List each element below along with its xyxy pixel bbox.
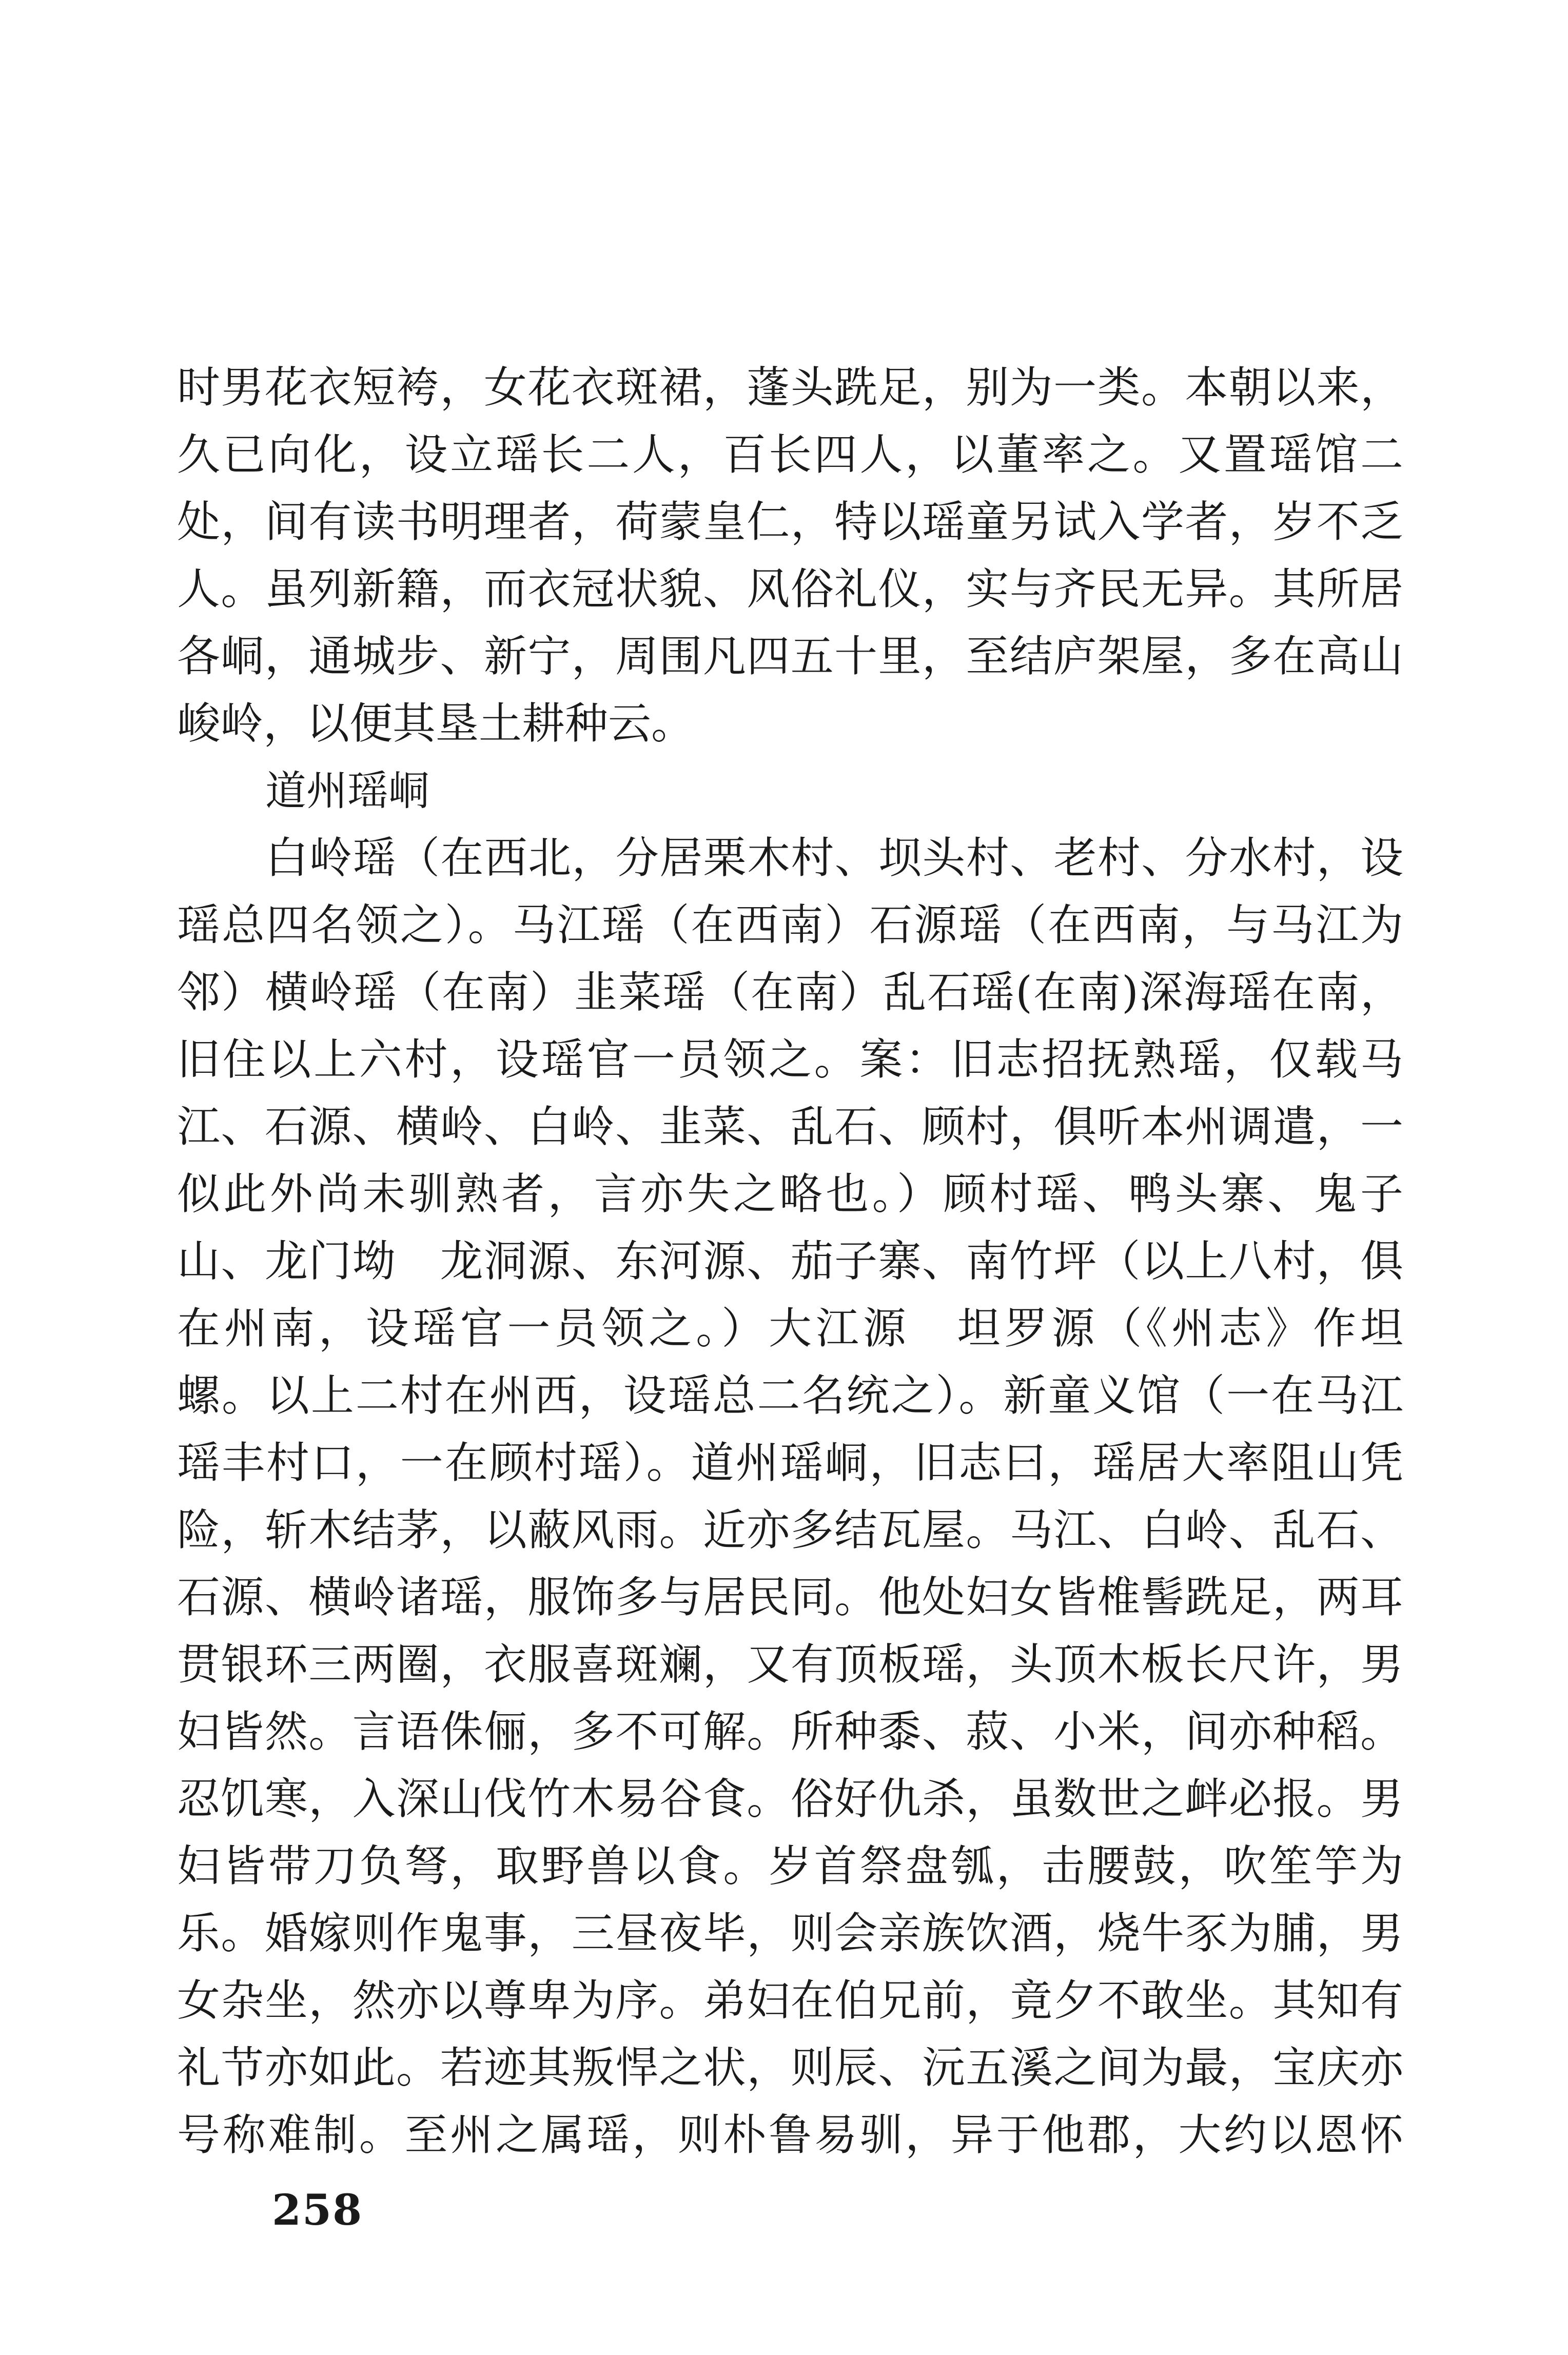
text-line: 时男花衣短袴，女花衣斑裙，蓬头跣足，别为一类。本朝以来， bbox=[177, 362, 1403, 413]
text-line: 妇皆然。言语侏俪，多不可解。所种黍、菽、小米，间亦种稻。 bbox=[177, 1706, 1403, 1757]
text-line: 邻）横岭瑶（在南）韭菜瑶（在南）乱石瑶(在南)深海瑶在南， bbox=[177, 967, 1403, 1017]
text-line: 乐。婚嫁则作鬼事，三昼夜毕，则会亲族饮酒，烧牛豕为脯，男 bbox=[177, 1908, 1403, 1958]
text-line: 处，间有读书明理者，荷蒙皇仁，特以瑶童另试入学者，岁不乏 bbox=[177, 497, 1403, 547]
text-line: 似此外尚未驯熟者，言亦失之略也。）顾村瑶、鸭头寨、鬼子 bbox=[177, 1169, 1403, 1219]
text-line: 险，斩木结茅，以蔽风雨。近亦多结瓦屋。马江、白岭、乱石、 bbox=[177, 1505, 1403, 1555]
body-text bbox=[177, 354, 1403, 2169]
text-line: 旧住以上六村，设瑶官一员领之。案：旧志招抚熟瑶，仅载马 bbox=[177, 1034, 1403, 1085]
page-number: 258 bbox=[272, 2186, 363, 2235]
text-line: 贯银环三两圈，衣服喜斑斓，又有顶板瑶，头顶木板长尺许，男 bbox=[177, 1639, 1403, 1690]
text-line: 人。虽列新籍，而衣冠状貌、风俗礼仪，实与齐民无异。其所居 bbox=[177, 564, 1403, 614]
section-heading: 道州瑶峒 bbox=[265, 767, 429, 815]
text-line: 礼节亦如此。若迹其叛悍之状，则辰、沅五溪之间为最，宝庆亦 bbox=[177, 2043, 1403, 2093]
text-line: 各峒，通城步、新宁，周围凡四五十里，至结庐架屋，多在高山 bbox=[177, 631, 1403, 681]
text-line: 久已向化，设立瑶长二人，百长四人，以董率之。又置瑶馆二 bbox=[177, 429, 1403, 480]
text-line: 在州南，设瑶官一员领之。）大江源 坦罗源（《州志》作坦 bbox=[177, 1303, 1403, 1353]
text-line: 山、龙门坳 龙洞源、东河源、茄子寨、南竹坪（以上八村，俱 bbox=[177, 1236, 1403, 1286]
text-line: 瑶总四名领之）。马江瑶（在西南）石源瑶（在西南，与马江为 bbox=[177, 900, 1403, 950]
text-line: 白岭瑶（在西北，分居栗木村、坝头村、老村、分水村，设 bbox=[265, 833, 1403, 883]
text-line: 女杂坐，然亦以尊卑为序。弟妇在伯兄前，竟夕不敢坐。其知有 bbox=[177, 1975, 1403, 2026]
text-line: 江、石源、横岭、白岭、韭菜、乱石、顾村，俱听本州调遣，一 bbox=[177, 1102, 1403, 1152]
text-line: 号称难制。至州之属瑶，则朴鲁易驯，异于他郡，大约以恩怀 bbox=[177, 2110, 1403, 2160]
text-line: 螺。以上二村在州西，设瑶总二名统之）。新童义馆（一在马江 bbox=[177, 1370, 1403, 1421]
text-line: 妇皆带刀负弩，取野兽以食。岁首祭盘瓠，击腰鼓，吹笙竽为 bbox=[177, 1841, 1403, 1891]
text-line: 瑶丰村口，一在顾村瑶）。道州瑶峒，旧志曰，瑶居大率阻山凭 bbox=[177, 1438, 1403, 1488]
text-line: 忍饥寒，入深山伐竹木易谷食。俗好仇杀，虽数世之衅必报。男 bbox=[177, 1774, 1403, 1824]
text-line: 石源、横岭诸瑶，服饰多与居民同。他处妇女皆椎髻跣足，两耳 bbox=[177, 1572, 1403, 1622]
text-line: 峻岭，以便其垦土耕种云。 bbox=[177, 698, 695, 749]
